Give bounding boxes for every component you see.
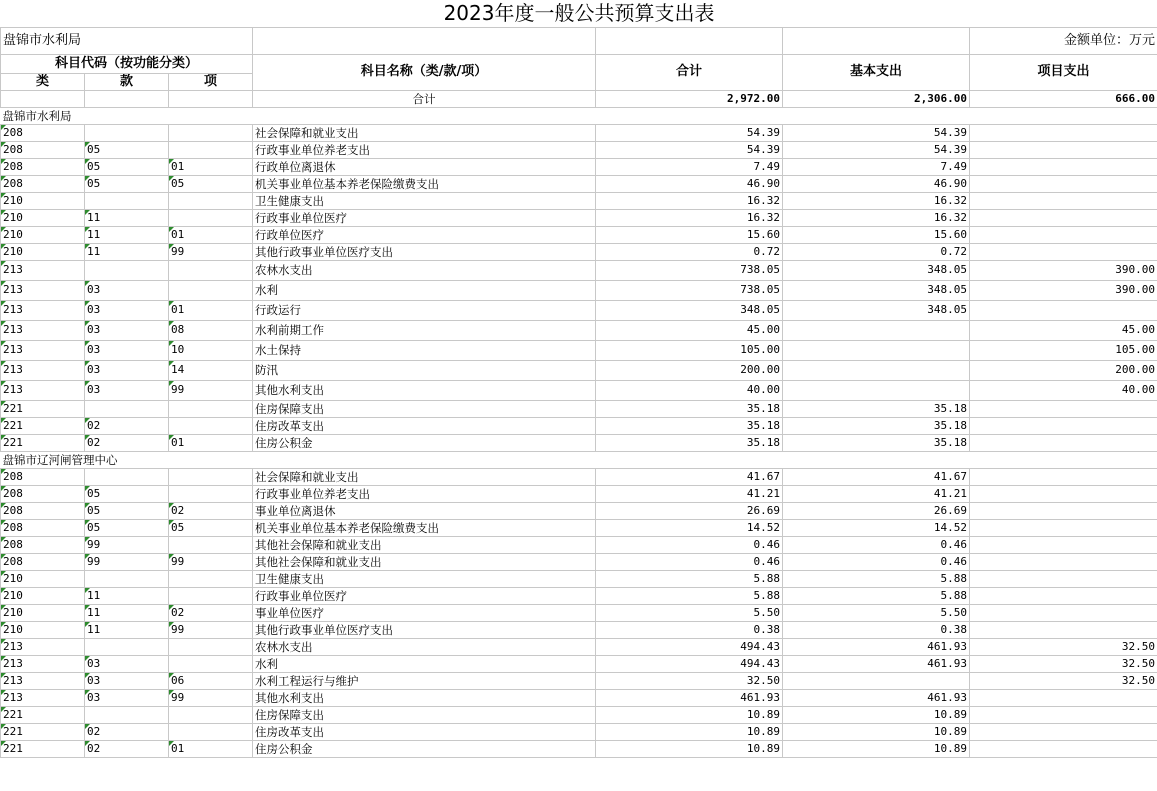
amount-basic: 461.93 xyxy=(783,689,970,706)
amount-basic: 461.93 xyxy=(783,655,970,672)
item-name: 行政运行 xyxy=(253,300,596,320)
code-kuan: 02 xyxy=(85,723,169,740)
code-xiang xyxy=(169,723,253,740)
code-lei: 208 xyxy=(1,158,85,175)
amount-project xyxy=(970,175,1157,192)
code-kuan xyxy=(85,260,169,280)
amount-basic: 5.88 xyxy=(783,570,970,587)
amount-project xyxy=(970,502,1157,519)
table-row xyxy=(1,141,1157,158)
code-xiang: 02 xyxy=(169,604,253,621)
amount-total: 348.05 xyxy=(596,300,783,320)
amount-total: 5.88 xyxy=(596,570,783,587)
amount-total: 461.93 xyxy=(596,689,783,706)
code-xiang xyxy=(169,485,253,502)
amount-project xyxy=(970,740,1157,757)
code-xiang: 99 xyxy=(169,689,253,706)
header-code: 科目代码（按功能分类） xyxy=(1,54,253,73)
item-name: 水利 xyxy=(253,655,596,672)
amount-basic xyxy=(783,320,970,340)
amount-total: 46.90 xyxy=(596,175,783,192)
amount-project xyxy=(970,141,1157,158)
code-kuan: 05 xyxy=(85,485,169,502)
code-kuan: 11 xyxy=(85,604,169,621)
amount-project: 40.00 xyxy=(970,380,1157,400)
amount-project xyxy=(970,400,1157,417)
code-xiang: 05 xyxy=(169,519,253,536)
grand-total-project: 666.00 xyxy=(970,90,1157,107)
code-kuan xyxy=(85,400,169,417)
code-kuan: 99 xyxy=(85,553,169,570)
amount-project xyxy=(970,621,1157,638)
code-xiang xyxy=(169,417,253,434)
amount-total: 26.69 xyxy=(596,502,783,519)
amount-basic: 461.93 xyxy=(783,638,970,655)
item-name: 住房改革支出 xyxy=(253,417,596,434)
amount-basic: 54.39 xyxy=(783,141,970,158)
code-kuan xyxy=(85,192,169,209)
code-xiang: 05 xyxy=(169,175,253,192)
item-name: 行政单位医疗 xyxy=(253,226,596,243)
table-row xyxy=(1,553,1157,570)
amount-project: 32.50 xyxy=(970,672,1157,689)
amount-project xyxy=(970,192,1157,209)
amount-basic: 15.60 xyxy=(783,226,970,243)
code-xiang: 01 xyxy=(169,300,253,320)
code-xiang: 02 xyxy=(169,502,253,519)
code-kuan: 03 xyxy=(85,320,169,340)
code-lei: 213 xyxy=(1,320,85,340)
amount-basic: 14.52 xyxy=(783,519,970,536)
code-xiang xyxy=(169,400,253,417)
item-name: 机关事业单位基本养老保险缴费支出 xyxy=(253,519,596,536)
amount-total: 54.39 xyxy=(596,124,783,141)
item-name: 农林水支出 xyxy=(253,260,596,280)
item-name: 水利前期工作 xyxy=(253,320,596,340)
code-kuan: 11 xyxy=(85,209,169,226)
code-xiang xyxy=(169,141,253,158)
code-xiang: 99 xyxy=(169,243,253,260)
amount-project: 390.00 xyxy=(970,280,1157,300)
code-kuan: 02 xyxy=(85,740,169,757)
code-kuan: 05 xyxy=(85,519,169,536)
amount-basic: 26.69 xyxy=(783,502,970,519)
code-lei: 221 xyxy=(1,706,85,723)
code-xiang xyxy=(169,570,253,587)
amount-project: 105.00 xyxy=(970,340,1157,360)
header-project: 项目支出 xyxy=(970,54,1157,90)
amount-project xyxy=(970,689,1157,706)
header-basic: 基本支出 xyxy=(783,54,970,90)
table-row xyxy=(1,360,1157,380)
header-lei: 类 xyxy=(1,73,85,90)
amount-total: 40.00 xyxy=(596,380,783,400)
table-row xyxy=(1,158,1157,175)
amount-basic: 16.32 xyxy=(783,192,970,209)
table-row xyxy=(1,243,1157,260)
code-xiang xyxy=(169,655,253,672)
code-kuan: 03 xyxy=(85,380,169,400)
item-name: 其他行政事业单位医疗支出 xyxy=(253,621,596,638)
amount-basic: 35.18 xyxy=(783,434,970,451)
amount-total: 738.05 xyxy=(596,280,783,300)
code-xiang xyxy=(169,124,253,141)
code-lei: 210 xyxy=(1,226,85,243)
code-lei: 208 xyxy=(1,175,85,192)
amount-project xyxy=(970,124,1157,141)
amount-total: 0.72 xyxy=(596,243,783,260)
code-lei: 210 xyxy=(1,243,85,260)
code-lei: 208 xyxy=(1,536,85,553)
code-xiang xyxy=(169,468,253,485)
amount-basic: 0.38 xyxy=(783,621,970,638)
amount-project xyxy=(970,226,1157,243)
amount-total: 35.18 xyxy=(596,417,783,434)
item-name: 社会保障和就业支出 xyxy=(253,468,596,485)
amount-basic: 46.90 xyxy=(783,175,970,192)
amount-total: 41.67 xyxy=(596,468,783,485)
item-name: 住房保障支出 xyxy=(253,400,596,417)
code-lei: 213 xyxy=(1,280,85,300)
code-xiang: 06 xyxy=(169,672,253,689)
table-row xyxy=(1,300,1157,320)
amount-project: 45.00 xyxy=(970,320,1157,340)
code-lei: 221 xyxy=(1,740,85,757)
code-kuan xyxy=(85,706,169,723)
code-kuan: 02 xyxy=(85,434,169,451)
amount-project xyxy=(970,243,1157,260)
code-lei: 208 xyxy=(1,485,85,502)
code-lei: 208 xyxy=(1,502,85,519)
code-lei: 208 xyxy=(1,141,85,158)
header-kuan: 款 xyxy=(85,73,169,90)
code-lei: 213 xyxy=(1,340,85,360)
amount-total: 5.50 xyxy=(596,604,783,621)
amount-basic: 10.89 xyxy=(783,723,970,740)
code-lei: 213 xyxy=(1,260,85,280)
amount-total: 0.46 xyxy=(596,553,783,570)
amount-total: 10.89 xyxy=(596,740,783,757)
code-lei: 210 xyxy=(1,570,85,587)
amount-total: 200.00 xyxy=(596,360,783,380)
amount-basic xyxy=(783,672,970,689)
table-row xyxy=(1,689,1157,706)
table-row xyxy=(1,417,1157,434)
table-row xyxy=(1,604,1157,621)
table-row xyxy=(1,400,1157,417)
item-name: 机关事业单位基本养老保险缴费支出 xyxy=(253,175,596,192)
amount-basic: 0.46 xyxy=(783,553,970,570)
header-name: 科目名称（类/款/项） xyxy=(253,54,596,90)
code-xiang: 14 xyxy=(169,360,253,380)
amount-basic xyxy=(783,340,970,360)
amount-total: 0.46 xyxy=(596,536,783,553)
amount-basic: 0.72 xyxy=(783,243,970,260)
code-kuan: 05 xyxy=(85,141,169,158)
item-name: 水利 xyxy=(253,280,596,300)
amount-project xyxy=(970,553,1157,570)
amount-total: 16.32 xyxy=(596,209,783,226)
amount-basic xyxy=(783,380,970,400)
amount-project xyxy=(970,300,1157,320)
grand-total-total: 2,972.00 xyxy=(596,90,783,107)
code-kuan: 05 xyxy=(85,502,169,519)
amount-project xyxy=(970,604,1157,621)
item-name: 卫生健康支出 xyxy=(253,192,596,209)
code-kuan: 03 xyxy=(85,655,169,672)
amount-total: 15.60 xyxy=(596,226,783,243)
amount-basic xyxy=(783,360,970,380)
code-kuan: 99 xyxy=(85,536,169,553)
table-row xyxy=(1,570,1157,587)
item-name: 住房公积金 xyxy=(253,434,596,451)
code-xiang: 01 xyxy=(169,740,253,757)
table-row xyxy=(1,502,1157,519)
amount-basic: 348.05 xyxy=(783,300,970,320)
table-row xyxy=(1,621,1157,638)
code-kuan: 03 xyxy=(85,689,169,706)
code-xiang: 10 xyxy=(169,340,253,360)
amount-basic: 41.67 xyxy=(783,468,970,485)
code-lei: 210 xyxy=(1,604,85,621)
code-lei: 221 xyxy=(1,723,85,740)
code-kuan xyxy=(85,570,169,587)
amount-project: 390.00 xyxy=(970,260,1157,280)
item-name: 水利工程运行与维护 xyxy=(253,672,596,689)
amount-project xyxy=(970,434,1157,451)
table-row xyxy=(1,260,1157,280)
amount-basic: 348.05 xyxy=(783,280,970,300)
code-kuan xyxy=(85,638,169,655)
amount-basic: 16.32 xyxy=(783,209,970,226)
item-name: 其他社会保障和就业支出 xyxy=(253,536,596,553)
amount-total: 14.52 xyxy=(596,519,783,536)
amount-project xyxy=(970,587,1157,604)
amount-basic: 35.18 xyxy=(783,400,970,417)
amount-total: 10.89 xyxy=(596,706,783,723)
amount-basic: 5.88 xyxy=(783,587,970,604)
code-kuan: 11 xyxy=(85,587,169,604)
code-lei: 208 xyxy=(1,519,85,536)
org-name: 盘锦市水利局 xyxy=(1,27,253,54)
amount-basic: 54.39 xyxy=(783,124,970,141)
amount-project xyxy=(970,706,1157,723)
table-row xyxy=(1,434,1157,451)
table-row xyxy=(1,124,1157,141)
amount-project xyxy=(970,519,1157,536)
amount-total: 35.18 xyxy=(596,434,783,451)
item-name: 水土保持 xyxy=(253,340,596,360)
code-xiang: 99 xyxy=(169,553,253,570)
code-kuan: 03 xyxy=(85,300,169,320)
amount-total: 16.32 xyxy=(596,192,783,209)
code-kuan: 03 xyxy=(85,340,169,360)
code-kuan: 03 xyxy=(85,360,169,380)
amount-project: 32.50 xyxy=(970,655,1157,672)
code-xiang xyxy=(169,536,253,553)
code-xiang xyxy=(169,587,253,604)
section-title: 盘锦市辽河闸管理中心 xyxy=(1,451,1157,468)
item-name: 其他社会保障和就业支出 xyxy=(253,553,596,570)
code-lei: 221 xyxy=(1,434,85,451)
table-row xyxy=(1,672,1157,689)
amount-total: 494.43 xyxy=(596,655,783,672)
amount-project xyxy=(970,723,1157,740)
amount-project xyxy=(970,468,1157,485)
page-title: 2023年度一般公共预算支出表 xyxy=(1,0,1157,27)
code-lei: 213 xyxy=(1,638,85,655)
amount-project xyxy=(970,570,1157,587)
item-name: 行政单位离退休 xyxy=(253,158,596,175)
code-kuan: 03 xyxy=(85,280,169,300)
table-row xyxy=(1,320,1157,340)
item-name: 行政事业单位养老支出 xyxy=(253,485,596,502)
amount-project xyxy=(970,417,1157,434)
item-name: 事业单位医疗 xyxy=(253,604,596,621)
unit-label: 金额单位：万元 xyxy=(970,27,1157,54)
item-name: 农林水支出 xyxy=(253,638,596,655)
item-name: 防汛 xyxy=(253,360,596,380)
code-lei: 213 xyxy=(1,672,85,689)
code-xiang: 01 xyxy=(169,434,253,451)
code-lei: 213 xyxy=(1,655,85,672)
code-xiang xyxy=(169,260,253,280)
code-lei: 221 xyxy=(1,400,85,417)
item-name: 住房保障支出 xyxy=(253,706,596,723)
code-kuan xyxy=(85,124,169,141)
amount-basic: 0.46 xyxy=(783,536,970,553)
code-xiang xyxy=(169,706,253,723)
table-row xyxy=(1,468,1157,485)
table-row xyxy=(1,638,1157,655)
amount-project xyxy=(970,536,1157,553)
code-kuan: 02 xyxy=(85,417,169,434)
table-row xyxy=(1,655,1157,672)
amount-total: 10.89 xyxy=(596,723,783,740)
amount-total: 45.00 xyxy=(596,320,783,340)
amount-basic: 10.89 xyxy=(783,706,970,723)
code-lei: 213 xyxy=(1,300,85,320)
table-row xyxy=(1,380,1157,400)
table-row xyxy=(1,192,1157,209)
amount-total: 105.00 xyxy=(596,340,783,360)
table-row xyxy=(1,226,1157,243)
code-lei: 210 xyxy=(1,209,85,226)
table-row xyxy=(1,175,1157,192)
code-xiang: 08 xyxy=(169,320,253,340)
amount-basic: 7.49 xyxy=(783,158,970,175)
code-lei: 208 xyxy=(1,553,85,570)
item-name: 其他水利支出 xyxy=(253,689,596,706)
grand-total-label: 合计 xyxy=(253,90,596,107)
table-row xyxy=(1,280,1157,300)
item-name: 行政事业单位医疗 xyxy=(253,209,596,226)
table-row xyxy=(1,485,1157,502)
item-name: 卫生健康支出 xyxy=(253,570,596,587)
amount-total: 738.05 xyxy=(596,260,783,280)
amount-total: 35.18 xyxy=(596,400,783,417)
amount-total: 41.21 xyxy=(596,485,783,502)
item-name: 社会保障和就业支出 xyxy=(253,124,596,141)
code-lei: 208 xyxy=(1,124,85,141)
item-name: 其他水利支出 xyxy=(253,380,596,400)
code-lei: 210 xyxy=(1,192,85,209)
amount-total: 0.38 xyxy=(596,621,783,638)
code-kuan: 11 xyxy=(85,243,169,260)
table-row xyxy=(1,587,1157,604)
code-xiang xyxy=(169,638,253,655)
amount-total: 54.39 xyxy=(596,141,783,158)
header-xiang: 项 xyxy=(169,73,253,90)
item-name: 行政事业单位医疗 xyxy=(253,587,596,604)
code-xiang xyxy=(169,280,253,300)
amount-project xyxy=(970,158,1157,175)
amount-total: 494.43 xyxy=(596,638,783,655)
section-title: 盘锦市水利局 xyxy=(1,107,1157,124)
code-lei: 210 xyxy=(1,621,85,638)
amount-basic: 35.18 xyxy=(783,417,970,434)
code-kuan: 11 xyxy=(85,621,169,638)
amount-project xyxy=(970,209,1157,226)
table-row xyxy=(1,536,1157,553)
code-xiang: 99 xyxy=(169,380,253,400)
item-name: 住房改革支出 xyxy=(253,723,596,740)
table-row xyxy=(1,209,1157,226)
header-total: 合计 xyxy=(596,54,783,90)
code-lei: 210 xyxy=(1,587,85,604)
table-row xyxy=(1,740,1157,757)
code-xiang xyxy=(169,209,253,226)
amount-total: 5.88 xyxy=(596,587,783,604)
code-xiang: 01 xyxy=(169,158,253,175)
table-row xyxy=(1,706,1157,723)
code-kuan: 05 xyxy=(85,158,169,175)
code-lei: 213 xyxy=(1,689,85,706)
amount-basic: 5.50 xyxy=(783,604,970,621)
code-lei: 221 xyxy=(1,417,85,434)
code-kuan: 11 xyxy=(85,226,169,243)
grand-total-basic: 2,306.00 xyxy=(783,90,970,107)
item-name: 事业单位离退休 xyxy=(253,502,596,519)
code-xiang xyxy=(169,192,253,209)
item-name: 住房公积金 xyxy=(253,740,596,757)
table-row xyxy=(1,723,1157,740)
code-kuan xyxy=(85,468,169,485)
code-lei: 213 xyxy=(1,360,85,380)
amount-basic: 41.21 xyxy=(783,485,970,502)
amount-basic: 10.89 xyxy=(783,740,970,757)
table-row xyxy=(1,519,1157,536)
item-name: 行政事业单位养老支出 xyxy=(253,141,596,158)
item-name: 其他行政事业单位医疗支出 xyxy=(253,243,596,260)
code-lei: 208 xyxy=(1,468,85,485)
amount-total: 7.49 xyxy=(596,158,783,175)
code-kuan: 03 xyxy=(85,672,169,689)
amount-project: 200.00 xyxy=(970,360,1157,380)
amount-basic: 348.05 xyxy=(783,260,970,280)
code-xiang: 99 xyxy=(169,621,253,638)
amount-project xyxy=(970,485,1157,502)
code-lei: 213 xyxy=(1,380,85,400)
code-kuan: 05 xyxy=(85,175,169,192)
table-row xyxy=(1,340,1157,360)
amount-total: 32.50 xyxy=(596,672,783,689)
code-xiang: 01 xyxy=(169,226,253,243)
amount-project: 32.50 xyxy=(970,638,1157,655)
